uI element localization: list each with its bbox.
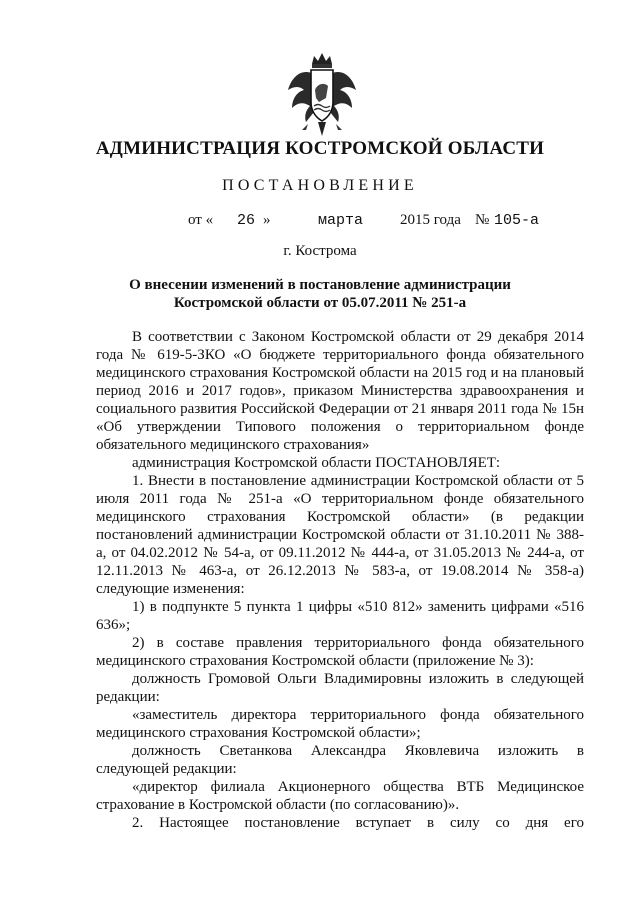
paragraph-gromova-text: «заместитель директора территориального фонда обязательного медицинского страхования Костромской области»; <box>96 707 584 741</box>
date-prefix: от « <box>188 212 214 228</box>
date-year: 2015 года <box>400 212 461 228</box>
document-number-sign: № <box>475 212 490 228</box>
document-number: 105-а <box>494 212 540 229</box>
document-kind: ПОСТАНОВЛЕНИЕ <box>222 177 418 194</box>
organization-name: АДМИНИСТРАЦИЯ КОСТРОМСКОЙ ОБЛАСТИ <box>95 138 545 159</box>
paragraph-resolves: администрация Костромской области ПОСТАНОВЛЯЕТ: <box>132 455 501 471</box>
paragraph-svetankov-text: «директор филиала Акционерного общества ВТБ Медицинское страхование в Костромской области (по согласованию)». <box>96 779 584 813</box>
title-line-2: Костромской области от 05.07.2011 № 251-а <box>173 295 467 311</box>
title-line-1: О внесении изменений в постановление администрации <box>129 277 511 293</box>
paragraph-item-1: 1. Внести в постановление администрации Костромской области от 5 июля 2011 года № 251-а «О территориальном фонде обязательного медицинского страхования Костромской области» (в редакции постановлений администрации Костромской области от 31.10.2011 № 388-а, от 04.02.2012 № 54-а, от 09.11.2012 № 444-а, от 31.05.2013 № 244-а, от 12.11.2013 № 463-а, от 26.12.2013 № 583-а, от 19.08.2014 № 358-а) следующие изменения: <box>96 473 584 597</box>
date-day: 26 <box>237 212 256 229</box>
paragraph-subitem-1: 1) в подпункте 5 пункта 1 цифры «510 812» заменить цифрами «516 636»; <box>96 599 584 633</box>
paragraph-preamble: В соответствии с Законом Костромской области от 29 декабря 2014 года № 619-5-ЗКО «О бюджете территориального фонда обязательного медицинского страхования Костромской области на 2015 год и на плановый период 2016 и 2017 годов», приказом Министерства здравоохранения и социального развития Российской Федерации от 21 января 2011 года № 15н «Об утверждении Типового положения о территориальном фонде обязательного медицинского страхования» <box>96 329 584 453</box>
paragraph-subitem-2: 2) в составе правления территориального фонда обязательного медицинского страхования Костромской области (приложение № 3): <box>96 635 584 669</box>
city-name: г. Кострома <box>283 243 357 259</box>
date-close-quote: » <box>263 212 271 228</box>
paragraph-item-2: 2. Настоящее постановление вступает в силу со дня его <box>132 815 584 831</box>
coat-of-arms-emblem <box>284 50 360 140</box>
document-body <box>96 328 584 832</box>
document-title <box>90 276 550 312</box>
paragraph-gromova: должность Громовой Ольги Владимировны изложить в следующей редакции: <box>96 671 584 705</box>
paragraph-svetankov: должность Светанкова Александра Яковлевича изложить в следующей редакции: <box>96 743 584 777</box>
date-month: марта <box>318 212 364 229</box>
